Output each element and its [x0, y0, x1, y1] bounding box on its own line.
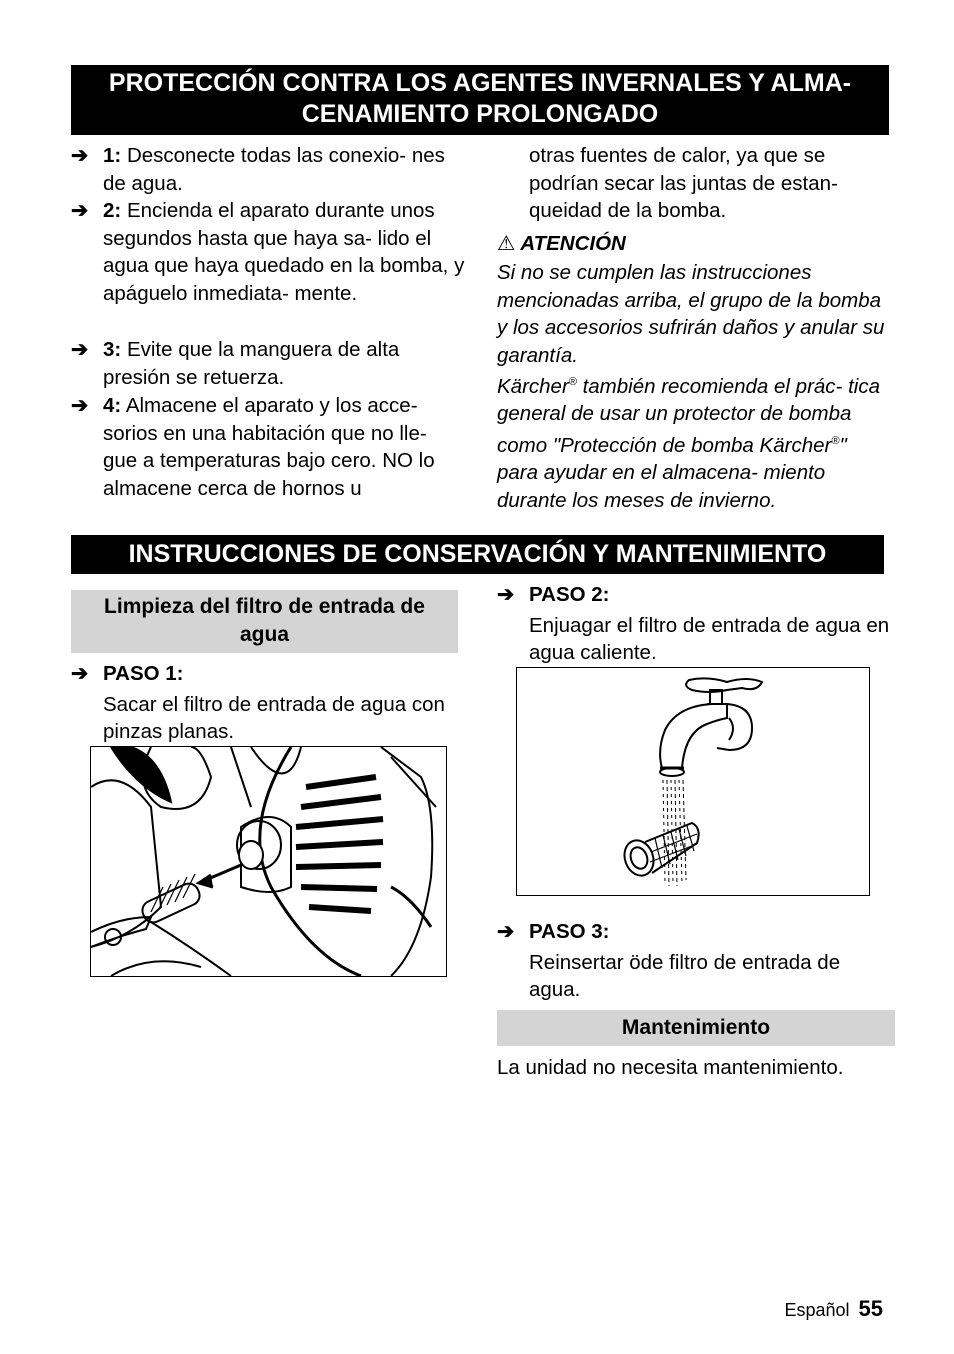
arrow-icon: ➔ — [497, 583, 515, 606]
paso-2-label: PASO 2: — [529, 583, 610, 606]
step-2 — [71, 197, 466, 336]
step-text: Desconecte todas las conexio- nes de agua. — [103, 144, 445, 195]
paso-1-label: PASO 1: — [103, 662, 184, 685]
subhead-maintenance: Mantenimiento — [497, 1010, 895, 1046]
brand-name: Kärcher — [497, 374, 569, 398]
recommendation-text: también recomienda el prác- tica general de usar un protector de bomba como "Protección de bomba — [497, 374, 880, 457]
page-footer — [784, 1296, 883, 1322]
paso-2-step — [497, 581, 892, 667]
registered-mark: ® — [831, 434, 840, 447]
recommendation-text-end: " para ayudar en el almacena- miento durante los meses de invierno. — [497, 433, 847, 512]
step-text: Evite que la manguera de alta presión se retuerza. — [103, 338, 400, 389]
step-number: 4: — [103, 394, 122, 417]
warning-icon: ⚠ — [497, 231, 516, 255]
section-title-winter-storage — [71, 65, 889, 135]
maintenance-text: La unidad no necesita mantenimiento. — [497, 1056, 844, 1079]
step-number: 3: — [103, 338, 122, 361]
page-number: 55 — [858, 1296, 883, 1321]
section-title-line2: CENAMIENTO PROLONGADO — [301, 100, 659, 128]
footer-language: Español — [784, 1300, 850, 1320]
warning-text: Si no se cumplen las instrucciones mencionadas arriba, el grupo de la bomba y los accesorios sufrirán daños y anular su garantía. — [497, 261, 885, 367]
paso-1-text: Sacar el filtro de entrada de agua con pinzas planas. — [103, 692, 445, 743]
arrow-icon: ➔ — [71, 199, 89, 222]
arrow-icon: ➔ — [497, 920, 515, 943]
step-1 — [71, 142, 466, 197]
rinse-filter-illustration — [516, 667, 870, 896]
paso-1-step — [71, 660, 461, 746]
arrow-icon: ➔ — [71, 394, 89, 417]
step-text: Encienda el aparato durante unos segundos hasta que haya sa- lido el agua que haya quedado en la bomba, y apáguelo inmediata- mente. — [103, 199, 465, 305]
step-3 — [71, 336, 466, 392]
arrow-icon: ➔ — [71, 338, 89, 361]
section-title-maintenance: INSTRUCCIONES DE CONSERVACIÓN Y MANTENIMIENTO — [71, 535, 884, 574]
paso-3-step — [497, 918, 892, 1004]
right-column-section1 — [497, 142, 889, 514]
arrow-icon: ➔ — [71, 144, 89, 167]
paso-2 — [497, 581, 892, 667]
brand-name: Kärcher — [759, 433, 832, 457]
filter-removal-illustration — [90, 746, 447, 977]
steps-list — [71, 142, 466, 502]
step-4-continuation: otras fuentes de calor, ya que se podrían secar las juntas de estan- queidad de la bomba. — [529, 144, 838, 222]
karcher-recommendation — [497, 369, 889, 514]
section-title-line1: PROTECCIÓN CONTRA LOS AGENTES INVERNALES Y ALMA- — [108, 69, 852, 97]
step-4 — [71, 392, 466, 502]
paso-3-label: PASO 3: — [529, 920, 610, 943]
warning-heading — [497, 230, 889, 258]
paso-3 — [497, 918, 892, 1004]
paso-3-text: Reinsertar öde filtro de entrada de agua. — [529, 950, 841, 1001]
step-number: 2: — [103, 199, 122, 222]
warning-label: ATENCIÓN — [520, 231, 626, 255]
paso-2-text: Enjuagar el filtro de entrada de agua en agua caliente. — [529, 613, 890, 664]
subhead-filter-cleaning: Limpieza del filtro de entrada de agua — [71, 590, 458, 653]
step-number: 1: — [103, 144, 122, 167]
paso-1 — [71, 660, 461, 746]
registered-mark: ® — [568, 376, 577, 388]
step-text: Almacene el aparato y los acce- sorios en una habitación que no lle- gue a temperaturas bajo cero. NO lo almacene cerca de hornos u — [103, 394, 435, 500]
arrow-icon: ➔ — [71, 662, 89, 685]
